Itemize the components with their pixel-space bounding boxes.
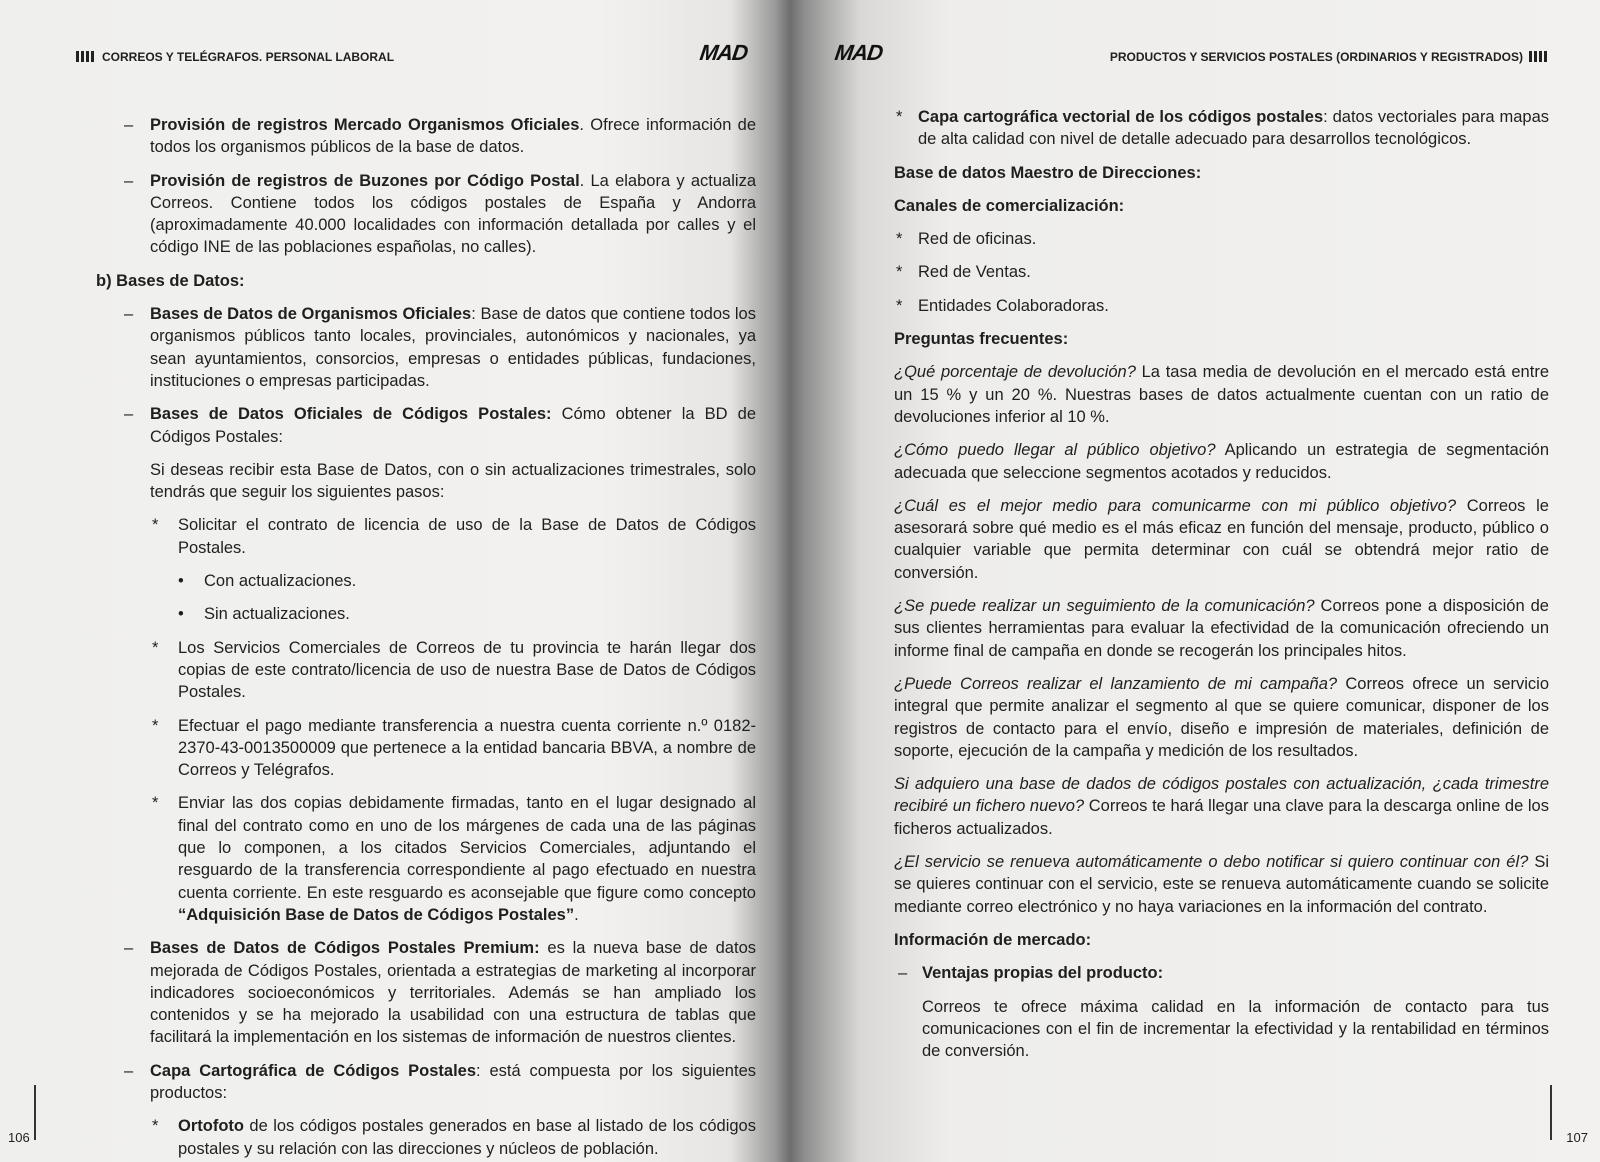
page-edge-rule bbox=[34, 1085, 36, 1140]
step-text: Los Servicios Comerciales de Correos de tu provincia te harán llegar dos copias de este contrato/licencia de uso de nuestra Base de Datos de Códigos Postales. bbox=[178, 638, 756, 702]
item-text: es la nueva base de datos mejorada de Códigos Postales, orientada a estrategias de marketing al incorporar indicadores socioeconómicos y territoriales. Además se han ampliado los contenidos y se ha mejorado la usabilidad con una estructura de tablas que facilitará la implementación en los sistemas de información de nuestros clientes. bbox=[150, 939, 756, 1047]
list-item: – Bases de Datos de Códigos Postales Premium: es la nueva base de datos mejorada de Códigos Postales, orientada a estrategias de marketing al incorporar indicadores socioeconómicos y territoriales. Además se han ampliado los contenidos y se ha mejorado la usabilidad con una estructura de tablas que facilitará la implementación en los sistemas de información de nuestros clientes. bbox=[124, 939, 756, 1047]
section-heading-b: b) Bases de Datos: bbox=[96, 271, 245, 290]
step-text: Enviar las dos copias debidamente firmadas, tanto en el lugar designado al final del contrato como en uno de los márgenes de cada una de las páginas que lo componen, a los citados Servicios Comerciales, adjuntando el resguardo de la transferencia correspondiente al pago efectuado en nuestra cuenta corriente. En este resguardo es aconsejable que figure como concepto bbox=[178, 794, 756, 902]
bars-ornament-icon bbox=[76, 51, 96, 62]
item-bold: Bases de Datos de Organismos Oficiales bbox=[150, 305, 472, 324]
option-text: Sin actualizaciones. bbox=[204, 605, 350, 624]
faq-question: ¿Qué porcentaje de devolución? bbox=[894, 363, 1136, 382]
ventajas-text: Correos te ofrece máxima calidad en la información de contacto para tus comunicaciones con el fin de incrementar la efectividad y la rentabilidad en términos de conversión. bbox=[922, 997, 1549, 1061]
list-item: – Provisión de registros de Buzones por Código Postal. La elabora y actualiza Correos. Contiene todos los códigos postales de España y Andorra (aproximadamente 40.000 localidades con información detallada por calles y el código INE de las poblaciones españolas, no calles). bbox=[124, 171, 756, 257]
page-edge-rule bbox=[1550, 1085, 1552, 1140]
item-text: : Base de datos que contiene todos los organismos públicos tanto locales, provinciales, autonómicos y nacionales, ya sean ayuntamientos, consorcios, empresas o entidades públicas, fundaciones, instituciones o empresas participadas. bbox=[150, 305, 756, 390]
step-bold: “Adquisición Base de Datos de Códigos Postales” bbox=[178, 905, 575, 924]
channel-text: Red de Ventas. bbox=[918, 263, 1031, 282]
right-page bbox=[790, 0, 1600, 1162]
right-running-head bbox=[1110, 50, 1555, 64]
option-item: • Sin actualizaciones. bbox=[178, 605, 350, 624]
faq-answer: La tasa media de devolución en el mercado está entre un 15 % y un 20 %. Nuestras bases de datos actualmente cuentan con un ratio de devoluciones inferior al 10 %. bbox=[894, 363, 1549, 426]
faq-answer: Correos le asesorará sobre qué medio es el más eficaz en función del mensaje, producto, público o cualquier variable que permita determinar con cuál se obtendrá mejor ratio de conversión. bbox=[894, 496, 1549, 582]
option-item: • Con actualizaciones. bbox=[178, 572, 357, 591]
faq-item bbox=[894, 439, 1549, 484]
steps-intro: Si deseas recibir esta Base de Datos, con o sin actualizaciones trimestrales, solo tendrás que seguir los siguientes pasos: bbox=[150, 460, 756, 502]
list-item: * Capa cartográfica vectorial de los códigos postales: datos vectoriales para mapas de alta calidad con nivel de detalle adecuado para desarrollos tecnológicos. bbox=[896, 108, 1550, 149]
right-running-head-text: PRODUCTOS Y SERVICIOS POSTALES (ORDINARIOS Y REGISTRADOS) bbox=[1109, 50, 1523, 64]
faq-answer: Correos pone a disposición de sus clientes herramientas para evaluar la efectividad de la comunicación ofreciendo un informe final de campaña en donde se recogerán los principales hitos. bbox=[894, 597, 1549, 660]
item-bold: Provisión de registros de Buzones por Código Postal bbox=[150, 171, 580, 190]
faq-answer: Correos ofrece un servicio integral que permite analizar el segmento al que se quiere comunicar, disponer de los registros de contacto para el envío, diseño e impresión de materiales, definición de soporte, ejecución de la campaña y medición de los resultados. bbox=[894, 674, 1549, 760]
canales-heading: Canales de comercialización: bbox=[894, 196, 1125, 215]
item-bold: Capa Cartográfica de Códigos Postales bbox=[150, 1061, 477, 1080]
maestro-heading: Base de datos Maestro de Direcciones: bbox=[894, 163, 1202, 182]
item-text: de los códigos postales generados en base al listado de los códigos postales y su relación con las direcciones y núcleos de población. bbox=[178, 1117, 756, 1158]
ventajas-title: Ventajas propias del producto: bbox=[922, 964, 1164, 983]
faq-item bbox=[894, 595, 1549, 662]
faq-question: ¿Cuál es el mejor medio para comunicarme con mi público objetivo? bbox=[894, 496, 1457, 515]
channel-text: Entidades Colaboradoras. bbox=[918, 296, 1109, 315]
faq-question: ¿El servicio se renueva automáticamente o debo notificar si quiero continuar con él? bbox=[894, 853, 1529, 872]
item-text: : está compuesta por los siguientes productos: bbox=[150, 1061, 756, 1102]
right-logo: MAD bbox=[833, 40, 884, 65]
faq-question: ¿Cómo puedo llegar al público objetivo? bbox=[894, 441, 1216, 460]
step-item: * Los Servicios Comerciales de Correos de tu provincia te harán llegar dos copias de este contrato/licencia de uso de nuestra Base de Datos de Códigos Postales. bbox=[152, 638, 756, 702]
mercado-heading: Información de mercado: bbox=[894, 930, 1092, 949]
left-page-number: 106 bbox=[8, 1130, 30, 1145]
faq-item bbox=[894, 851, 1549, 918]
ventajas-heading: – Ventajas propias del producto: bbox=[898, 964, 1164, 983]
channel-text: Red de oficinas. bbox=[918, 230, 1037, 249]
item-text: : datos vectoriales para mapas de alta calidad con nivel de detalle adecuado para desarrollos tecnológicos. bbox=[918, 108, 1550, 149]
item-text: . Ofrece información de todos los organismos públicos de la base de datos. bbox=[150, 116, 757, 157]
left-logo: MAD bbox=[698, 40, 749, 65]
faq-answer: Aplicando un estrategia de segmentación adecuada que seleccione segmentos acotados y reducidos. bbox=[894, 441, 1549, 482]
item-bold: Bases de Datos Oficiales de Códigos Postales: bbox=[150, 405, 552, 424]
channel-item: * Entidades Colaboradoras. bbox=[896, 296, 1109, 315]
faq-item bbox=[894, 361, 1549, 428]
channel-item: * Red de oficinas. bbox=[896, 230, 1037, 249]
faq-heading: Preguntas frecuentes: bbox=[894, 330, 1069, 349]
right-content bbox=[894, 106, 1549, 1073]
item-text: Cómo obtener la BD de Códigos Postales: bbox=[150, 405, 756, 446]
faq-question: ¿Puede Correos realizar el lanzamiento de mi campaña? bbox=[894, 674, 1338, 693]
list-item: – Bases de Datos Oficiales de Códigos Postales: Cómo obtener la BD de Códigos Postales: bbox=[124, 405, 756, 446]
list-item: – Capa Cartográfica de Códigos Postales: está compuesta por los siguientes productos: bbox=[124, 1061, 756, 1102]
step-end: . bbox=[574, 905, 579, 924]
list-item: – Provisión de registros Mercado Organismos Oficiales. Ofrece información de todos los organismos públicos de la base de datos. bbox=[124, 116, 757, 157]
faq-question: ¿Se puede realizar un seguimiento de la comunicación? bbox=[894, 597, 1315, 616]
faq-item bbox=[894, 773, 1549, 840]
bars-ornament-icon bbox=[1529, 51, 1549, 62]
step-item: * Efectuar el pago mediante transferencia a nuestra cuenta corriente n.º 0182-2370-43-0013500009 que pertenece a la entidad bancaria BBVA, a nombre de Correos y Telégrafos. bbox=[152, 716, 756, 780]
option-text: Con actualizaciones. bbox=[204, 572, 357, 591]
item-bold: Ortofoto bbox=[178, 1117, 244, 1136]
step-item: * Solicitar el contrato de licencia de uso de la Base de Datos de Códigos Postales. bbox=[152, 516, 756, 557]
step-text: Efectuar el pago mediante transferencia a nuestra cuenta corriente n.º 0182-2370-43-0013500009 que pertenece a la entidad bancaria BBVA, a nombre de Correos y Telégrafos. bbox=[178, 716, 756, 780]
step-item: * Enviar las dos copias debidamente firmadas, tanto en el lugar designado al final del contrato como en uno de los márgenes de cada una de las páginas que lo componen, a los citados Servicios Comerciales, adjuntando el resguardo de la transferencia correspondiente al pago efectuado en nuestra cuenta corriente. En este resguardo es aconsejable que figure como concepto “Adquisición Base de Datos de Códigos Postales”. bbox=[152, 794, 756, 924]
item-bold: Capa cartográfica vectorial de los códigos postales bbox=[918, 108, 1324, 126]
faq-answer: Correos te hará llegar una clave para la descarga online de los ficheros actualizados. bbox=[894, 797, 1549, 838]
faq-question: Si adquiero una base de dados de códigos postales con actualización, ¿cada trimestre recibiré un fichero nuevo? bbox=[894, 775, 1549, 816]
step-item: * Ortofoto de los códigos postales generados en base al listado de los códigos postales y su relación con las direcciones y núcleos de población. bbox=[152, 1117, 756, 1158]
left-running-head-text: CORREOS Y TELÉGRAFOS. PERSONAL LABORAL bbox=[102, 50, 395, 64]
list-item: – Bases de Datos de Organismos Oficiales: Base de datos que contiene todos los organismos públicos tanto locales, provinciales, autonómicos y nacionales, ya sean ayuntamientos, consorcios, empresas o entidades públicas, fundaciones, instituciones o empresas participadas. bbox=[124, 305, 756, 390]
faq-answer: Si se quieres continuar con el servicio, este se renueva automáticamente cuando se solicite mediante correo electrónico y no haya variaciones en la información del contrato. bbox=[894, 853, 1549, 916]
right-page-number: 107 bbox=[1566, 1130, 1588, 1145]
faq-item bbox=[894, 495, 1549, 584]
item-bold: Provisión de registros Mercado Organismos Oficiales bbox=[150, 116, 580, 134]
channel-item: * Red de Ventas. bbox=[896, 263, 1031, 282]
left-running-head bbox=[70, 50, 394, 64]
item-text: . La elabora y actualiza Correos. Contiene todos los códigos postales de España y Andorra (aproximadamente 40.000 localidades con información detallada por calles y el código INE de las poblaciones españolas, no calles). bbox=[150, 171, 756, 257]
faq-item bbox=[894, 673, 1549, 762]
left-page bbox=[0, 0, 790, 1162]
left-content bbox=[96, 114, 756, 1162]
item-bold: Bases de Datos de Códigos Postales Premium: bbox=[150, 939, 540, 958]
step-text: Solicitar el contrato de licencia de uso de la Base de Datos de Códigos Postales. bbox=[178, 516, 756, 557]
